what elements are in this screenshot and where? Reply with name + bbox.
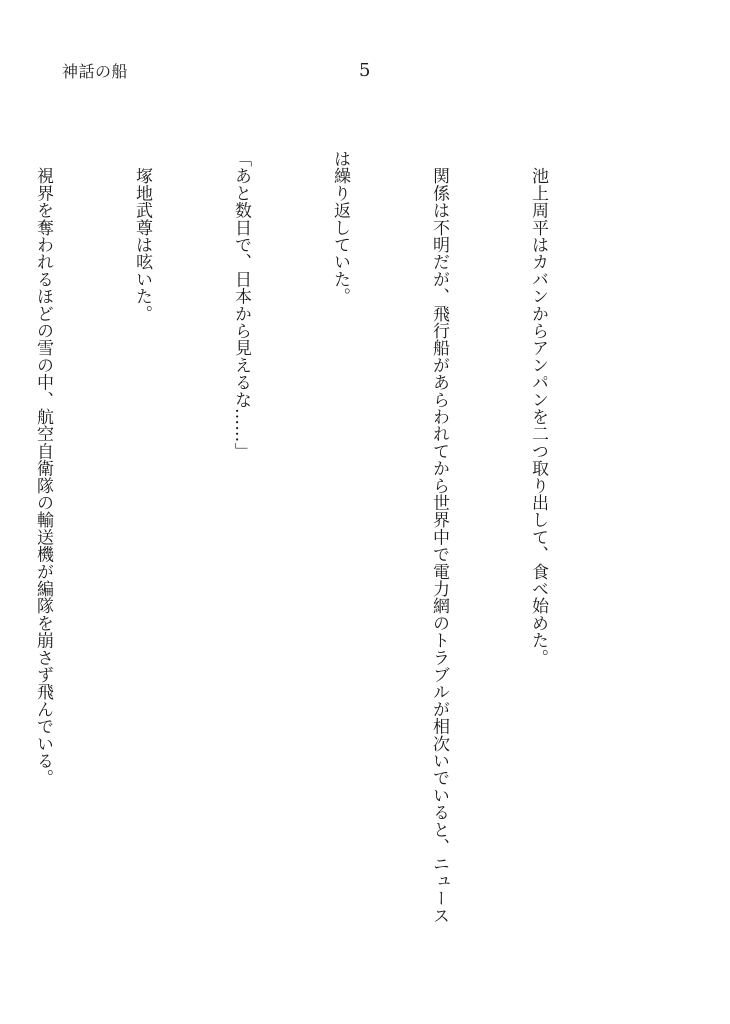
text-line: は繰り返していた。 [330,150,350,305]
running-header-title: 神話の船 [62,62,129,81]
text-line: 塚地武尊は呟いた。 [132,150,152,322]
vertical-body-text [0,150,620,950]
text-line: 「あと数日で、日本から見えるな……」 [231,150,251,460]
page-number: 5 [359,60,371,81]
text-line: 関係は不明だが、飛行船があらわれてから世界中で電力網のトラブルが相次いでいると、ニュース [429,150,449,924]
text-line: 視界を奪われるほどの雪の中、航空自衛隊の輸送機が編隊を崩さず飛んでいる。 [33,150,53,787]
text-line: 池上周平はカバンからアンパンを二つ取り出して、食べ始めた。 [528,150,548,666]
